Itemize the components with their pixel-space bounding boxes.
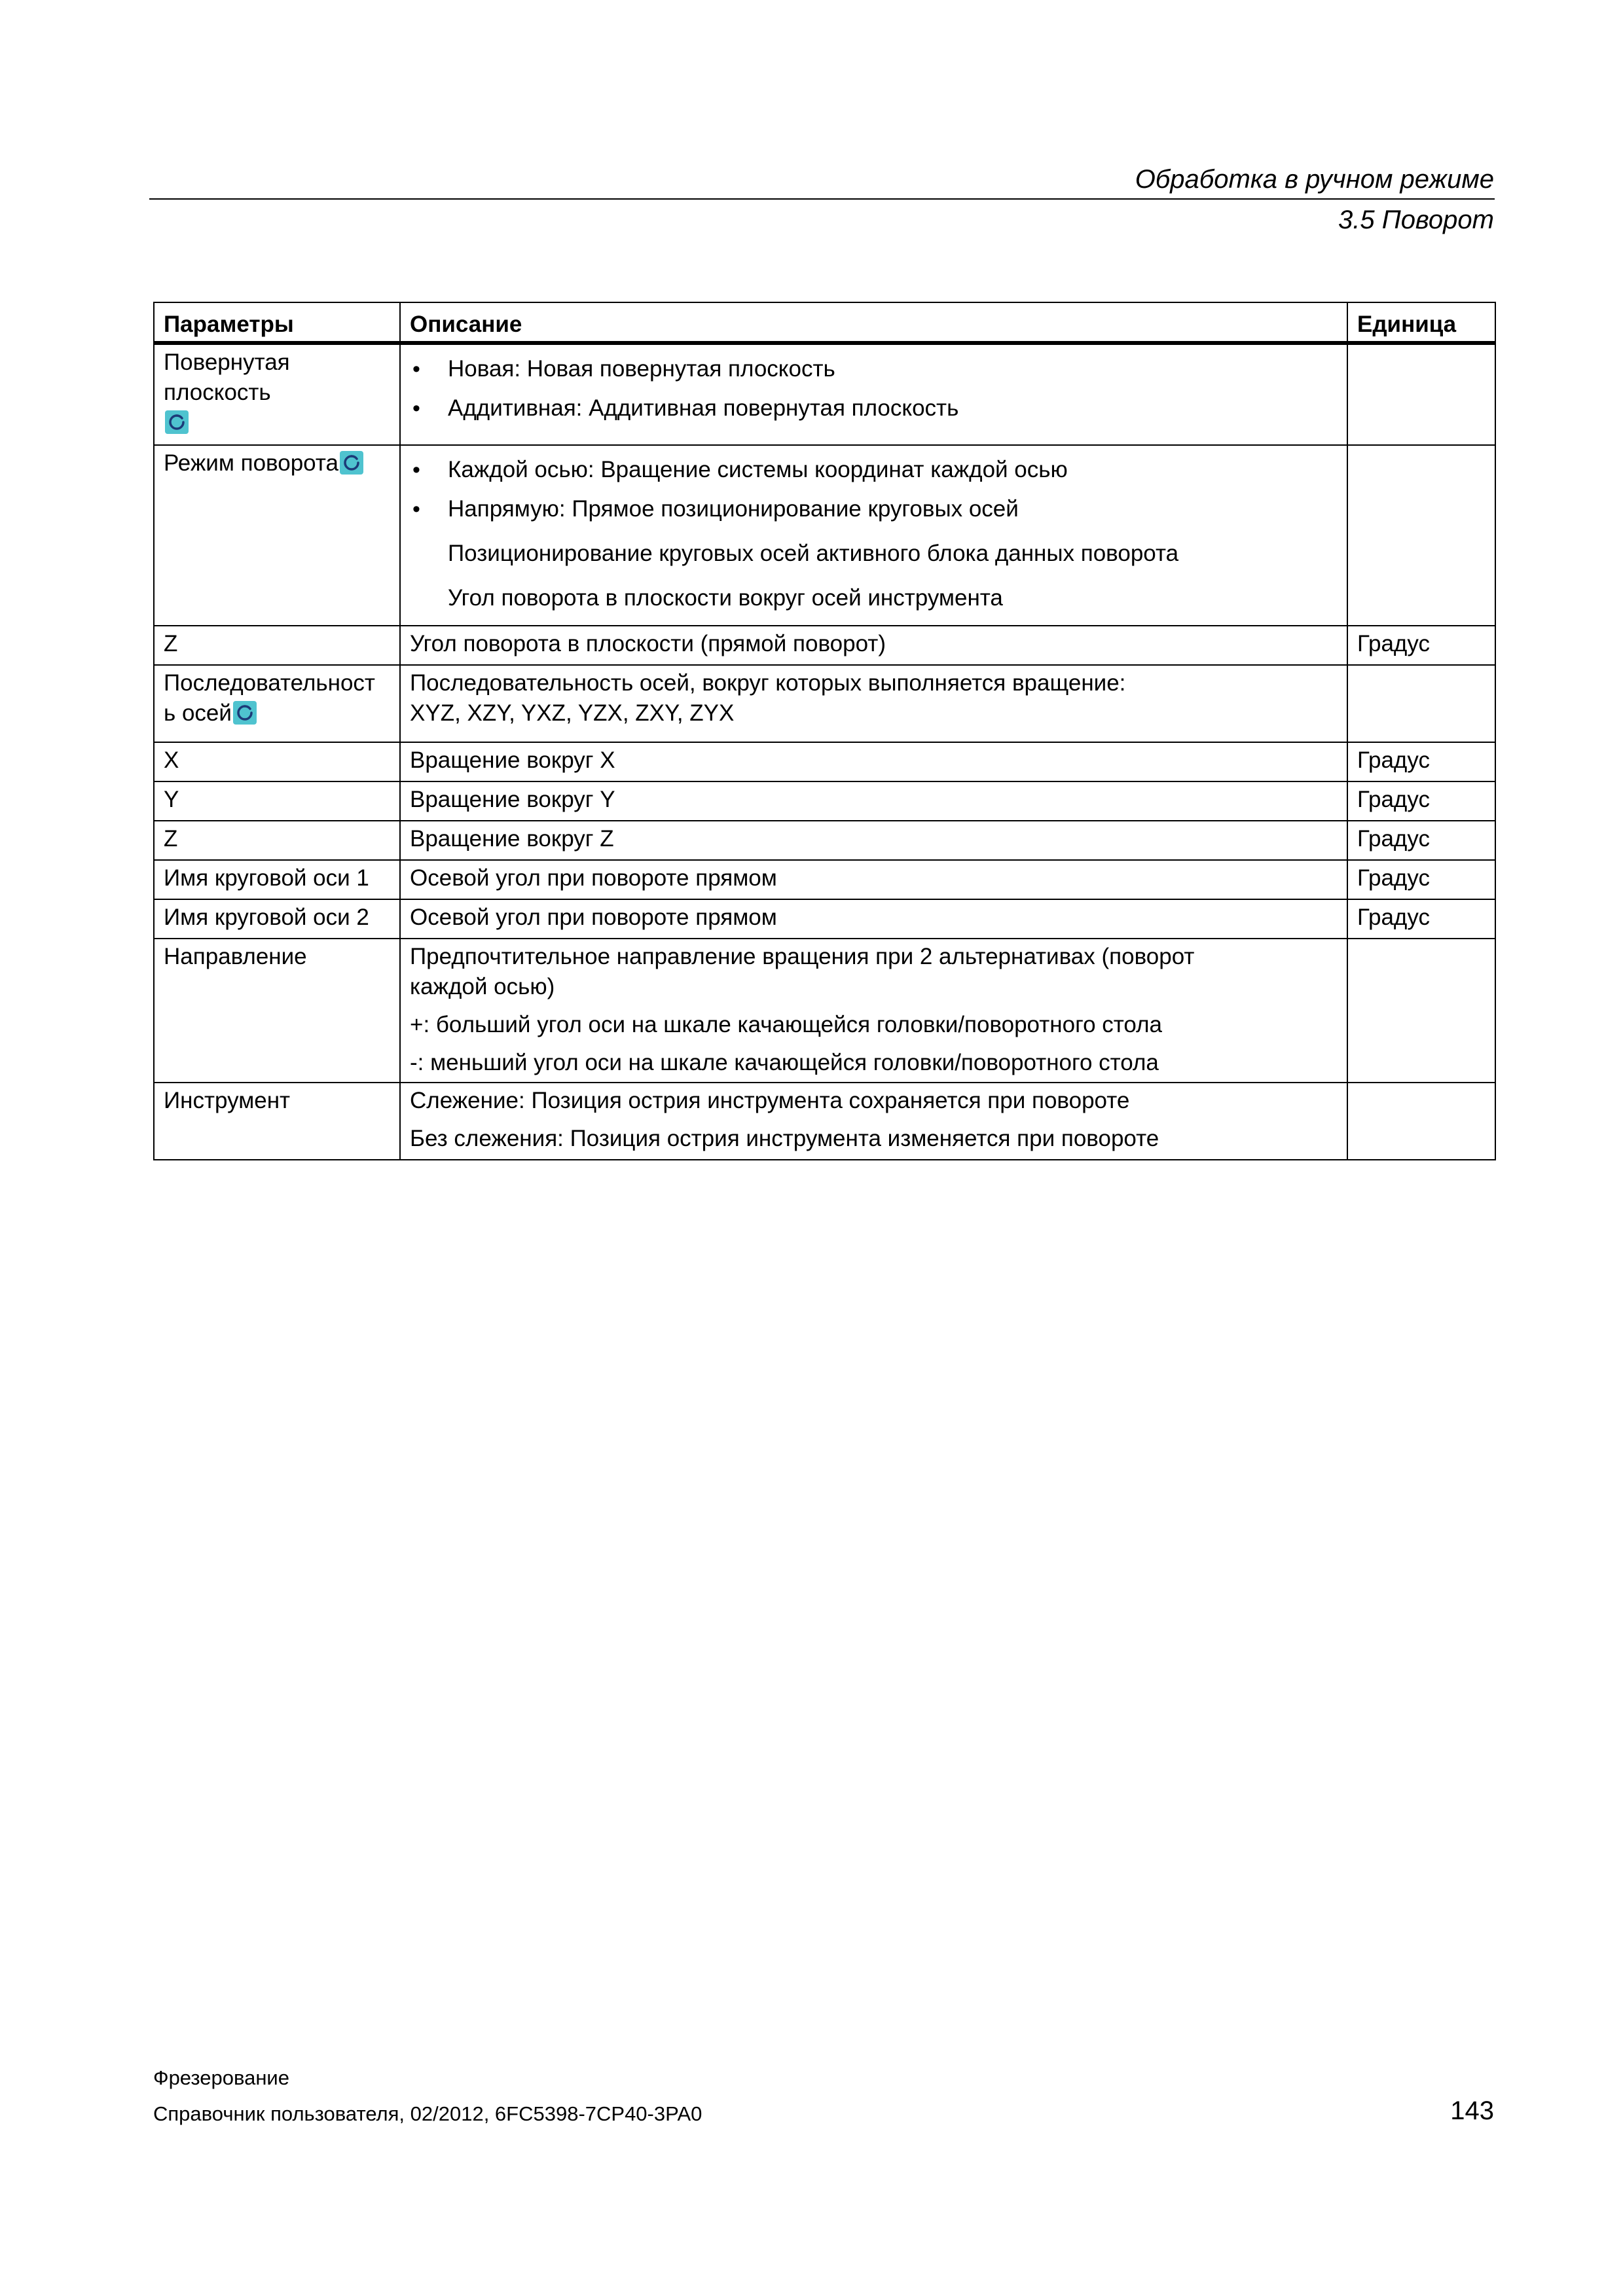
- description-text: Вращение вокруг X: [410, 747, 615, 773]
- footer-product: Фрезерование: [153, 2066, 289, 2089]
- description-text: XYZ, XZY, YXZ, YZX, ZXY, ZYX: [410, 700, 735, 726]
- unit-cell: Градус: [1347, 899, 1495, 939]
- param-label: Инструмент: [164, 1088, 291, 1113]
- param-cell: [154, 343, 400, 445]
- unit-cell: [1347, 939, 1495, 1083]
- table-row: [154, 665, 1495, 742]
- description-cell: [400, 899, 1347, 939]
- param-cell: [154, 445, 400, 626]
- column-header-unit: Единица: [1347, 302, 1495, 343]
- unit-cell: [1347, 665, 1495, 742]
- table-row: [154, 626, 1495, 665]
- unit-cell: [1347, 1083, 1495, 1160]
- column-header-parameters: Параметры: [154, 302, 400, 343]
- param-label: Последовательност: [164, 670, 375, 696]
- description-text: Вращение вокруг Y: [410, 787, 615, 812]
- param-label: Z: [164, 631, 178, 656]
- unit-cell: Градус: [1347, 860, 1495, 899]
- param-label: Y: [164, 787, 179, 812]
- chapter-title: Обработка в ручном режиме: [1135, 165, 1494, 194]
- description-text: Слежение: Позиция острия инструмента сохраняется при повороте: [410, 1088, 1130, 1113]
- param-label: Z: [164, 826, 178, 852]
- description-cell: [400, 742, 1347, 781]
- unit-cell: Градус: [1347, 626, 1495, 665]
- toggle-icon: [340, 451, 363, 475]
- param-label: Направление: [164, 944, 307, 969]
- table-row: [154, 899, 1495, 939]
- description-text: Последовательность осей, вокруг которых выполняется вращение:: [410, 670, 1126, 696]
- toggle-icon: [165, 410, 189, 434]
- param-cell: [154, 665, 400, 742]
- description-cell: [400, 1083, 1347, 1160]
- param-label: Имя круговой оси 2: [164, 905, 369, 930]
- unit-cell: Градус: [1347, 821, 1495, 860]
- description-text: Без слежения: Позиция острия инструмента изменяется при повороте: [410, 1126, 1159, 1151]
- param-label: X: [164, 747, 179, 773]
- param-cell: [154, 1083, 400, 1160]
- param-cell: [154, 899, 400, 939]
- toggle-icon: [233, 701, 257, 725]
- param-cell: [154, 939, 400, 1083]
- table-row: [154, 445, 1495, 626]
- table-row: [154, 821, 1495, 860]
- table-row: [154, 860, 1495, 899]
- description-cell: [400, 821, 1347, 860]
- description-text: Вращение вокруг Z: [410, 826, 614, 852]
- description-text: Осевой угол при повороте прямом: [410, 865, 777, 891]
- description-bullet: • Напрямую: Прямое позиционирование круговых осей: [410, 494, 1338, 524]
- description-cell: [400, 343, 1347, 445]
- header-rule: [149, 198, 1495, 200]
- description-note: Позиционирование круговых осей активного блока данных поворота: [448, 541, 1179, 566]
- description-text: +: больший угол оси на шкале качающейся головки/поворотного стола: [410, 1012, 1162, 1037]
- param-label: Повернутая: [164, 350, 290, 375]
- description-cell: [400, 860, 1347, 899]
- param-label: плоскость: [164, 380, 271, 405]
- table-row: [154, 742, 1495, 781]
- table-row: [154, 343, 1495, 445]
- unit-cell: [1347, 445, 1495, 626]
- description-note: Угол поворота в плоскости вокруг осей инструмента: [448, 585, 1003, 611]
- description-text: каждой осью): [410, 974, 555, 999]
- unit-cell: [1347, 343, 1495, 445]
- description-cell: [400, 665, 1347, 742]
- table-row: [154, 939, 1495, 1083]
- unit-cell: Градус: [1347, 781, 1495, 821]
- table-row: [154, 1083, 1495, 1160]
- description-text: Предпочтительное направление вращения при 2 альтернативах (поворот: [410, 944, 1195, 969]
- description-text: Осевой угол при повороте прямом: [410, 905, 777, 930]
- param-cell: [154, 626, 400, 665]
- description-cell: [400, 781, 1347, 821]
- param-label: Имя круговой оси 1: [164, 865, 369, 891]
- table-row: [154, 781, 1495, 821]
- description-bullet: • Новая: Новая повернутая плоскость: [410, 354, 1338, 384]
- description-bullet: • Каждой осью: Вращение системы координат каждой осью: [410, 455, 1338, 485]
- param-label: ь осей: [164, 700, 232, 726]
- param-cell: [154, 742, 400, 781]
- param-label: Режим поворота: [164, 450, 338, 476]
- parameters-table: [153, 302, 1496, 1160]
- section-title: 3.5 Поворот: [1338, 206, 1494, 234]
- page-number: 143: [1450, 2096, 1494, 2125]
- description-text: Угол поворота в плоскости (прямой поворот): [410, 631, 886, 656]
- param-cell: [154, 821, 400, 860]
- description-text: -: меньший угол оси на шкале качающейся головки/поворотного стола: [410, 1050, 1159, 1075]
- description-cell: [400, 626, 1347, 665]
- param-cell: [154, 781, 400, 821]
- param-cell: [154, 860, 400, 899]
- table-header-row: [154, 302, 1495, 343]
- column-header-description: Описание: [400, 302, 1347, 343]
- unit-cell: Градус: [1347, 742, 1495, 781]
- description-bullet: • Аддитивная: Аддитивная повернутая плоскость: [410, 393, 1338, 423]
- description-cell: [400, 939, 1347, 1083]
- footer-manual: Справочник пользователя, 02/2012, 6FC5398-7CP40-3PA0: [153, 2102, 702, 2125]
- description-cell: [400, 445, 1347, 626]
